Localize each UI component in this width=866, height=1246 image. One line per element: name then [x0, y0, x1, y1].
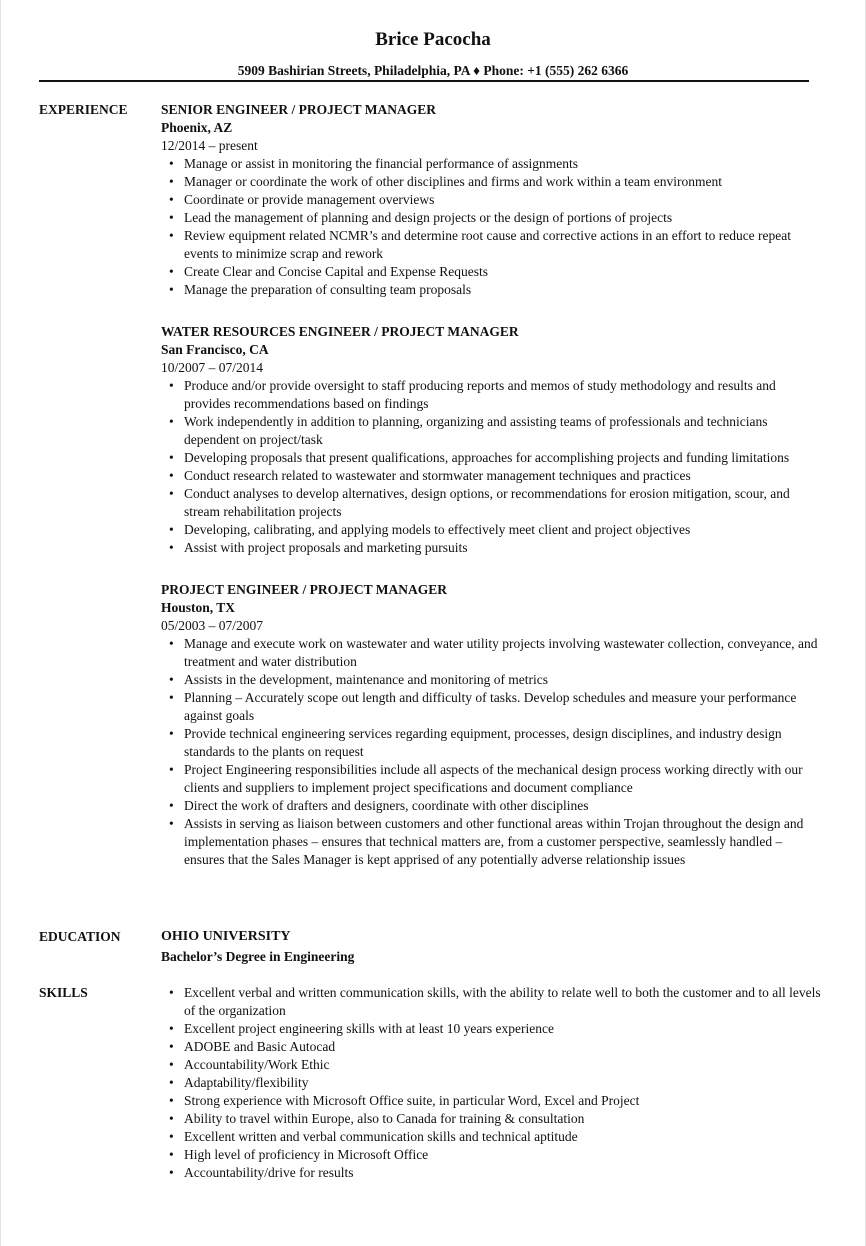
- skills-section: [161, 984, 821, 1182]
- spacer: [161, 557, 821, 581]
- list-item: • Planning – Accurately scope out length and difficulty of tasks. Develop schedules and measure your performance against goals: [161, 689, 821, 725]
- list-item: • Provide technical engineering services regarding equipment, processes, design disciplines, and industry design standards to the plants on request: [161, 725, 821, 761]
- list-item: • Manage or assist in monitoring the financial performance of assignments: [161, 155, 821, 173]
- list-item: • Developing proposals that present qualifications, approaches for accomplishing projects and funding limitations: [161, 449, 821, 467]
- job-bullets: [161, 635, 821, 869]
- list-item: • Direct the work of drafters and designers, coordinate with other disciplines: [161, 797, 821, 815]
- list-item: • Assists in serving as liaison between customers and other functional areas within Trojan throughout the design and implementation phases – ensures that technical matters are, from a customer perspective, seamlessly handled – ensures that the Sales Manager is kept apprised of any potentially adverse relationship issues: [161, 815, 821, 869]
- job-title: WATER RESOURCES ENGINEER / PROJECT MANAGER: [161, 324, 519, 339]
- education-section: [161, 928, 821, 966]
- list-item: • Excellent written and verbal communication skills and technical aptitude: [161, 1128, 821, 1146]
- list-item: • Produce and/or provide oversight to staff producing reports and memos of study methodology and results and provides recommendations based on findings: [161, 377, 821, 413]
- job-title: SENIOR ENGINEER / PROJECT MANAGER: [161, 102, 437, 117]
- school-name: OHIO UNIVERSITY: [161, 929, 291, 944]
- job-entry: [161, 323, 821, 557]
- candidate-name: Brice Pacocha: [375, 29, 491, 50]
- spacer: [161, 299, 821, 323]
- list-item: • Accountability/Work Ethic: [161, 1056, 821, 1074]
- experience-section: [161, 101, 821, 869]
- header-divider: [39, 80, 809, 82]
- list-item: • Assists in the development, maintenance and monitoring of metrics: [161, 671, 821, 689]
- skills-section-label: SKILLS: [39, 985, 88, 1000]
- job-entry: [161, 581, 821, 869]
- job-dates: 05/2003 – 07/2007: [161, 618, 264, 633]
- job-bullets: [161, 155, 821, 299]
- list-item: • Project Engineering responsibilities include all aspects of the mechanical design process working directly with our clients and suppliers to implement project specifications and document compliance: [161, 761, 821, 797]
- job-entry: [161, 101, 821, 299]
- list-item: • Adaptability/flexibility: [161, 1074, 821, 1092]
- experience-section-label: EXPERIENCE: [39, 102, 128, 117]
- education-section-label: EDUCATION: [39, 929, 121, 944]
- list-item: • ADOBE and Basic Autocad: [161, 1038, 821, 1056]
- job-location: Houston, TX: [161, 600, 236, 615]
- list-item: • Assist with project proposals and marketing pursuits: [161, 539, 821, 557]
- list-item: • Conduct research related to wastewater and stormwater management techniques and practices: [161, 467, 821, 485]
- list-item: • Lead the management of planning and design projects or the design of portions of projects: [161, 209, 821, 227]
- list-item: • Accountability/drive for results: [161, 1164, 821, 1182]
- job-title: PROJECT ENGINEER / PROJECT MANAGER: [161, 582, 448, 597]
- job-dates: 10/2007 – 07/2014: [161, 360, 264, 375]
- list-item: • Coordinate or provide management overviews: [161, 191, 821, 209]
- contact-line: 5909 Bashirian Streets, Philadelphia, PA ♦ Phone: +1 (555) 262 6366: [237, 63, 629, 78]
- list-item: • Manage and execute work on wastewater and water utility projects involving wastewater collection, conveyance, and treatment and water distribution: [161, 635, 821, 671]
- list-item: • Excellent verbal and written communication skills, with the ability to relate well to both the customer and to all levels of the organization: [161, 984, 821, 1020]
- list-item: • High level of proficiency in Microsoft Office: [161, 1146, 821, 1164]
- job-dates: 12/2014 – present: [161, 138, 258, 153]
- job-location: San Francisco, CA: [161, 342, 269, 357]
- list-item: • Manage the preparation of consulting team proposals: [161, 281, 821, 299]
- list-item: • Manager or coordinate the work of other disciplines and firms and work within a team environment: [161, 173, 821, 191]
- skills-list: [161, 984, 821, 1182]
- list-item: • Excellent project engineering skills with at least 10 years experience: [161, 1020, 821, 1038]
- job-location: Phoenix, AZ: [161, 120, 233, 135]
- degree: Bachelor’s Degree in Engineering: [161, 949, 355, 964]
- list-item: • Review equipment related NCMR’s and determine root cause and corrective actions in an effort to reduce repeat events to minimize scrap and rework: [161, 227, 821, 263]
- list-item: • Create Clear and Concise Capital and Expense Requests: [161, 263, 821, 281]
- list-item: • Work independently in addition to planning, organizing and assisting teams of professionals and technicians dependent on project/task: [161, 413, 821, 449]
- job-bullets: [161, 377, 821, 557]
- list-item: • Strong experience with Microsoft Office suite, in particular Word, Excel and Project: [161, 1092, 821, 1110]
- list-item: • Conduct analyses to develop alternatives, design options, or recommendations for erosion mitigation, scour, and stream rehabilitation projects: [161, 485, 821, 521]
- list-item: • Ability to travel within Europe, also to Canada for training & consultation: [161, 1110, 821, 1128]
- list-item: • Developing, calibrating, and applying models to effectively meet client and project objectives: [161, 521, 821, 539]
